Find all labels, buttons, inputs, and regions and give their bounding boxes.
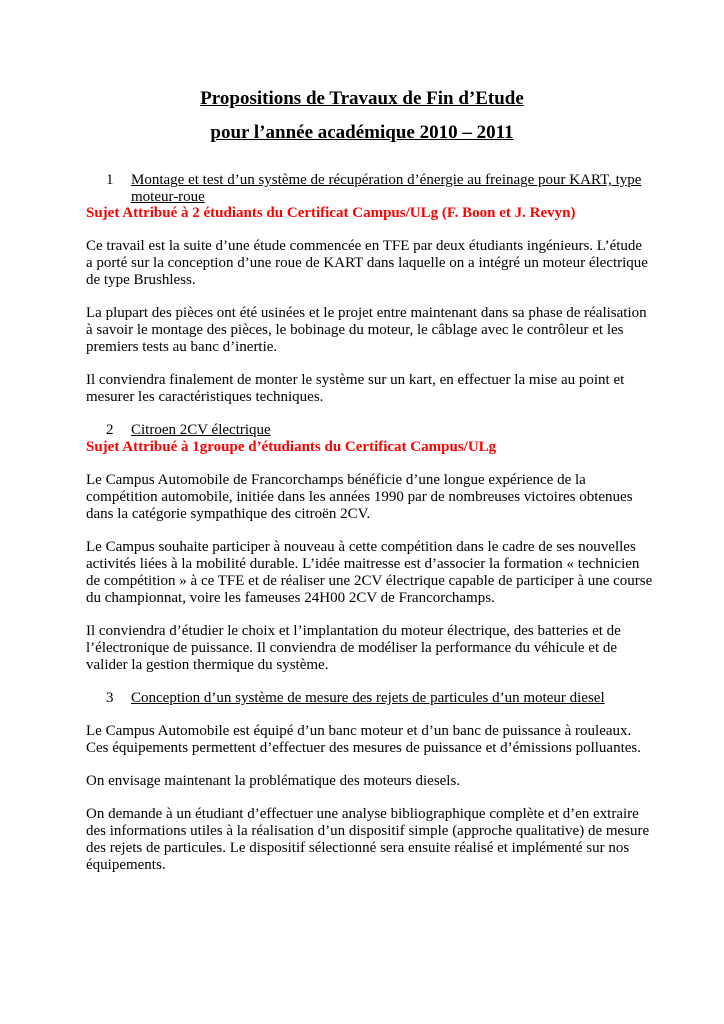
paragraph-line: a porté sur la conception d’une roue de KART dans laquelle on a intégré un moteur électrique [86,255,648,271]
paragraph-line: Le Campus Automobile de Francorchamps bénéficie d’une longue expérience de la [86,472,586,488]
section-2-attribution: Sujet Attribué à 1groupe d’étudiants du Certificat Campus/ULg [86,439,497,455]
paragraph-line: Ce travail est la suite d’une étude commencée en TFE par deux étudiants ingénieurs. L’étude [86,238,643,254]
paragraph-line: des rejets de particules. Le dispositif sélectionné sera ensuite réalisé et implémenté sur nos [86,840,630,856]
section-2-number: 2 [106,422,114,438]
paragraph-line: à savoir le montage des pièces, le bobinage du moteur, le câblage avec le contrôleur et les [86,322,624,338]
document-title-line-2: pour l’année académique 2010 – 2011 [210,122,514,143]
section-1-number: 1 [106,172,114,188]
section-1-attribution: Sujet Attribué à 2 étudiants du Certificat Campus/ULg (F. Boon et J. Revyn) [86,205,576,221]
paragraph-line: On demande à un étudiant d’effectuer une analyse bibliographique complète et d’en extraire [86,806,639,822]
section-3-paragraph [86,773,646,790]
paragraph-line: de compétition » à ce TFE et de réaliser une 2CV électrique capable de participer à une course [86,573,653,589]
paragraph-line: des informations utiles à la réalisation d’un dispositif simple (approche qualitative) de mesure [86,823,650,839]
section-2-paragraph [86,623,646,674]
section-1-paragraph [86,372,646,406]
section-1-heading [131,172,651,206]
paragraph-line: valider la gestion thermique du système. [86,657,329,673]
section-3-number: 3 [106,690,114,706]
paragraph-line: premiers tests au banc d’inertie. [86,339,278,355]
paragraph-line: On envisage maintenant la problématique des moteurs diesels. [86,773,461,789]
paragraph-line: Il conviendra finalement de monter le système sur un kart, en effectuer la mise au point et [86,372,625,388]
section-1-heading-line: Montage et test d’un système de récupération d’énergie au freinage pour KART, type [131,172,642,188]
section-3-paragraph [86,806,650,874]
paragraph-line: La plupart des pièces ont été usinées et le projet entre maintenant dans sa phase de réalisation [86,305,647,321]
paragraph-line: Ces équipements permettent d’effectuer des mesures de puissance et d’émissions polluantes. [86,740,641,756]
section-1-heading-line: moteur-roue [131,189,205,205]
section-1-paragraph [86,305,646,356]
section-2-heading [131,422,651,439]
paragraph-line: du championnat, voire les fameuses 24H00 2CV de Francorchamps. [86,590,495,606]
section-2-paragraph [86,539,653,607]
paragraph-line: Il conviendra d’étudier le choix et l’implantation du moteur électrique, des batteries et de [86,623,621,639]
paragraph-line: de type Brushless. [86,272,196,288]
paragraph-line: activités liées à la mobilité durable. L’idée maitresse est d’associer la formation « technicien [86,556,640,572]
section-3-paragraph [86,723,646,757]
section-1-paragraph [86,238,646,289]
section-2-heading-line: Citroen 2CV électrique [131,422,271,438]
paragraph-line: compétition automobile, initiée dans les années 1990 par de nombreuses victoires obtenues [86,489,633,505]
section-3-heading-line: Conception d’un système de mesure des rejets de particules d’un moteur diesel [131,690,605,706]
paragraph-line: équipements. [86,857,166,873]
section-3-heading [131,690,651,707]
paragraph-line: l’électronique de puissance. Il conviendra de modéliser la performance du véhicule et de [86,640,618,656]
section-2-paragraph [86,472,646,523]
document-title-line-1: Propositions de Travaux de Fin d’Etude [200,88,524,109]
paragraph-line: dans la catégorie sympathique des citroën 2CV. [86,506,371,522]
paragraph-line: Le Campus souhaite participer à nouveau à cette compétition dans le cadre de ses nouvelles [86,539,636,555]
paragraph-line: Le Campus Automobile est équipé d’un banc moteur et d’un banc de puissance à rouleaux. [86,723,632,739]
paragraph-line: mesurer les caractéristiques techniques. [86,389,324,405]
